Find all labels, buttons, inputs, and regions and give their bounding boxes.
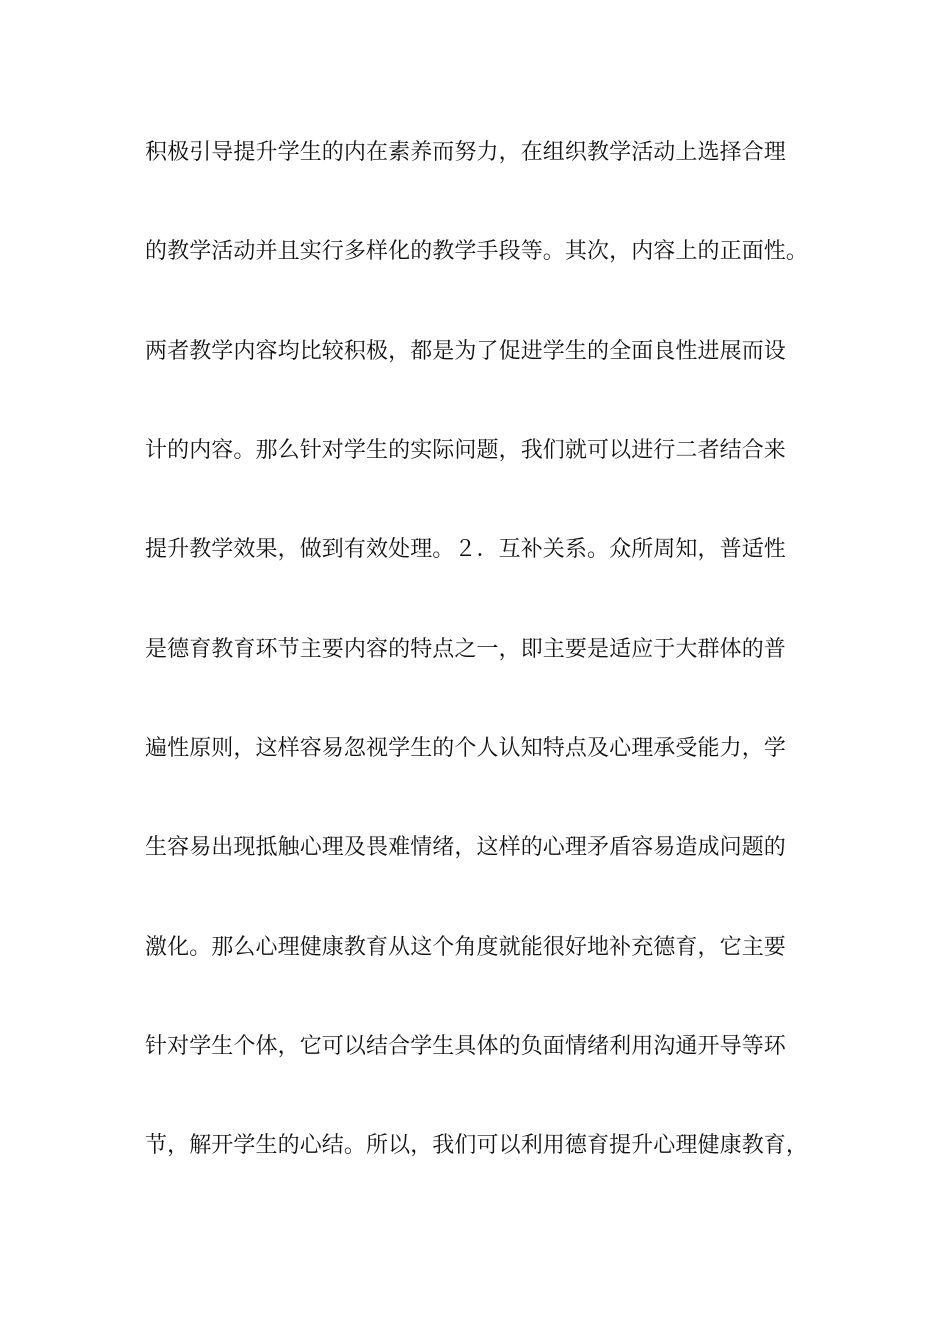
paragraph-line: 针对学生个体，它可以结合学生具体的负面情绪利用沟通开导等环 bbox=[145, 1034, 786, 1059]
paragraph-line: 计的内容。那么针对学生的实际问题，我们就可以进行二者结合来 bbox=[145, 438, 786, 463]
paragraph-line: 激化。那么心理健康教育从这个角度就能很好地补充德育，它主要 bbox=[145, 935, 786, 960]
paragraph-line: 提升教学效果，做到有效处理。２．互补关系。众所周知，普适性 bbox=[145, 537, 786, 562]
paragraph-line: 遍性原则，这样容易忽视学生的个人认知特点及心理承受能力，学 bbox=[145, 736, 786, 761]
paragraph-line: 积极引导提升学生的内在素养而努力，在组织教学活动上选择合理 bbox=[145, 140, 786, 165]
paragraph-line: 两者教学内容均比较积极，都是为了促进学生的全面良性进展而设 bbox=[145, 339, 786, 364]
paragraph-line: 节，解开学生的心结。所以，我们可以利用德育提升心理健康教育， bbox=[145, 1133, 809, 1158]
paragraph-line: 生容易出现抵触心理及畏难情绪，这样的心理矛盾容易造成问题的 bbox=[145, 835, 786, 860]
paragraph-line: 是德育教育环节主要内容的特点之一，即主要是适应于大群体的普 bbox=[145, 637, 786, 662]
paragraph-line: 的教学活动并且实行多样化的教学手段等。其次，内容上的正面性。 bbox=[145, 239, 809, 264]
